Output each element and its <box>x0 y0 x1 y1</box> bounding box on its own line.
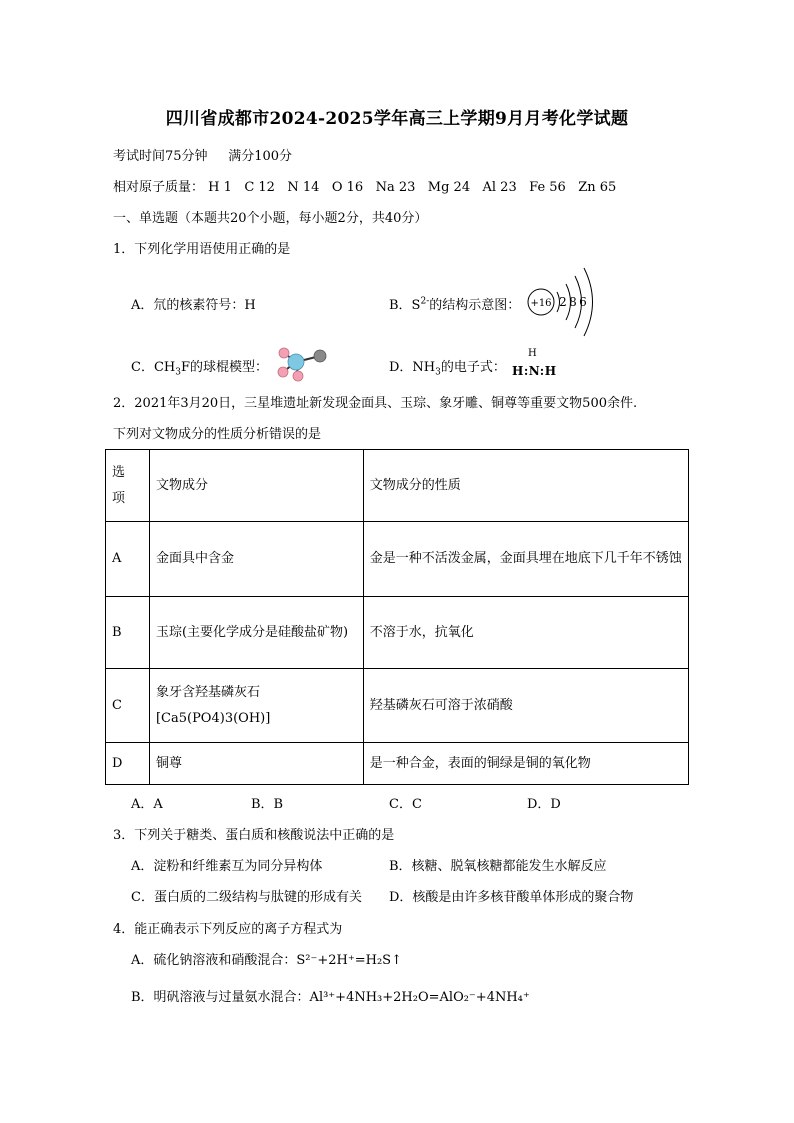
atomic-mass-na: Na 23 <box>375 180 416 195</box>
exam-info <box>113 145 292 164</box>
atomic-mass-h: H 1 <box>208 180 232 195</box>
section-heading: 一、单选题（本题共20个小题，每小题2分，共40分） <box>113 211 428 226</box>
shell-2-electrons: 8 <box>569 295 577 309</box>
exam-time: 考试时间75分钟 <box>113 149 208 164</box>
atomic-mass-o: O 16 <box>331 180 364 195</box>
shell-1-electrons: 2 <box>559 295 567 309</box>
atomic-mass-line <box>113 176 616 195</box>
q3-option-c: C．蛋白质的二级结构与肽键的形成有关 <box>131 890 362 905</box>
table-row <box>106 597 689 669</box>
header-option: 选项 <box>106 450 150 522</box>
artifact-table <box>105 449 689 785</box>
q1-option-c-sub: 3 <box>175 367 181 378</box>
atomic-mass-al: Al 23 <box>482 180 517 195</box>
q1-option-c <box>131 356 268 378</box>
row-c-component: 象牙含羟基磷灰石 [Ca5(PO4)3(OH)] <box>149 669 363 743</box>
table-header-row <box>106 450 689 522</box>
nucleus-charge: +16 <box>530 298 552 309</box>
row-d-option: D <box>106 743 150 785</box>
row-d-component: 铜尊 <box>149 743 363 785</box>
q2-option-c: C．C <box>389 797 422 812</box>
q2-option-d: D．D <box>527 797 561 812</box>
q1-option-b-rest: 的结构示意图： <box>429 298 521 313</box>
q2-option-b: B．B <box>251 797 284 812</box>
q1-option-a-symbol: H <box>244 298 256 313</box>
q2-stem-line2: 下列对文物成分的性质分析错误的是 <box>113 427 322 442</box>
row-c-option: C <box>106 669 150 743</box>
q1-option-a-label: A．氘的核素符号： <box>131 298 245 313</box>
nh3-electron-formula-top: H <box>528 348 537 359</box>
q1-option-c-pre: C．CH <box>131 360 176 375</box>
atomic-mass-mg: Mg 24 <box>427 180 471 195</box>
full-score: 满分100分 <box>228 149 293 164</box>
row-b-property: 不溶于水，抗氧化 <box>363 597 688 669</box>
hydroxyapatite-formula: [Ca5(PO4)3(OH)] <box>155 710 271 726</box>
row-c-property: 羟基磷灰石可溶于浓硝酸 <box>363 669 688 743</box>
q3-option-b: B．核糖、脱氧核糖都能发生水解反应 <box>389 859 607 874</box>
q4-stem: 4．能正确表示下列反应的离子方程式为 <box>113 922 343 937</box>
table-row <box>106 743 689 785</box>
ch3f-ball-stick-model <box>272 343 332 383</box>
q3-option-d: D．核酸是由许多核苷酸单体形成的聚合物 <box>389 890 634 905</box>
atomic-mass-label: 相对原子质量： <box>113 180 205 195</box>
sulfide-ion-structure-diagram <box>526 265 598 339</box>
row-d-property: 是一种合金，表面的铜绿是铜的氧化物 <box>363 743 688 785</box>
table-row <box>106 669 689 743</box>
q1-option-a <box>131 294 256 313</box>
row-a-option: A <box>106 522 150 597</box>
row-a-component: 金面具中含金 <box>149 522 363 597</box>
q3-stem: 3．下列关于糖类、蛋白质和核酸说法中正确的是 <box>113 828 395 843</box>
q1-option-c-post: F的球棍模型： <box>180 360 268 375</box>
q1-option-b <box>389 294 520 313</box>
atomic-mass-n: N 14 <box>287 180 320 195</box>
q4-option-b: B．明矾溶液与过量氨水混合：Al³⁺+4NH₃+2H₂O=AlO₂⁻+4NH₄⁺ <box>131 990 530 1005</box>
q2-option-a: A．A <box>131 797 163 812</box>
row-b-component: 玉琮(主要化学成分是硅酸盐矿物) <box>149 597 363 669</box>
q1-stem: 1．下列化学用语使用正确的是 <box>113 242 291 257</box>
atomic-mass-zn: Zn 65 <box>578 180 617 195</box>
atomic-mass-c: C 12 <box>244 180 275 195</box>
q1-option-d <box>389 356 506 378</box>
row-b-option: B <box>106 597 150 669</box>
q2-stem-line1: 2．2021年3月20日，三星堆遗址新发现金面具、玉琮、象牙雕、铜尊等重要文物500余件. <box>113 396 638 411</box>
q4-option-a: A．硫化钠溶液和硝酸混合：S²⁻+2H⁺=H₂S↑ <box>131 953 402 968</box>
shell-3-electrons: 6 <box>579 295 587 309</box>
nh3-electron-formula: H:N:H <box>512 364 557 378</box>
header-component: 文物成分 <box>149 450 363 522</box>
q1-option-d-pre: D．NH <box>389 360 436 375</box>
atomic-mass-fe: Fe 56 <box>529 180 566 195</box>
q1-option-d-sub: 3 <box>435 367 441 378</box>
q1-option-b-charge: 2- <box>420 296 430 307</box>
header-property: 文物成分的性质 <box>363 450 688 522</box>
row-a-property: 金是一种不活泼金属，金面具埋在地底下几千年不锈蚀 <box>363 522 688 597</box>
page-title: 四川省成都市2024-2025学年高三上学期9月月考化学试题 <box>165 109 629 129</box>
q3-option-a: A．淀粉和纤维素互为同分异构体 <box>131 859 323 874</box>
q1-option-b-label: B．S <box>389 298 421 313</box>
q1-option-d-post: 的电子式： <box>440 360 506 375</box>
table-row <box>106 522 689 597</box>
